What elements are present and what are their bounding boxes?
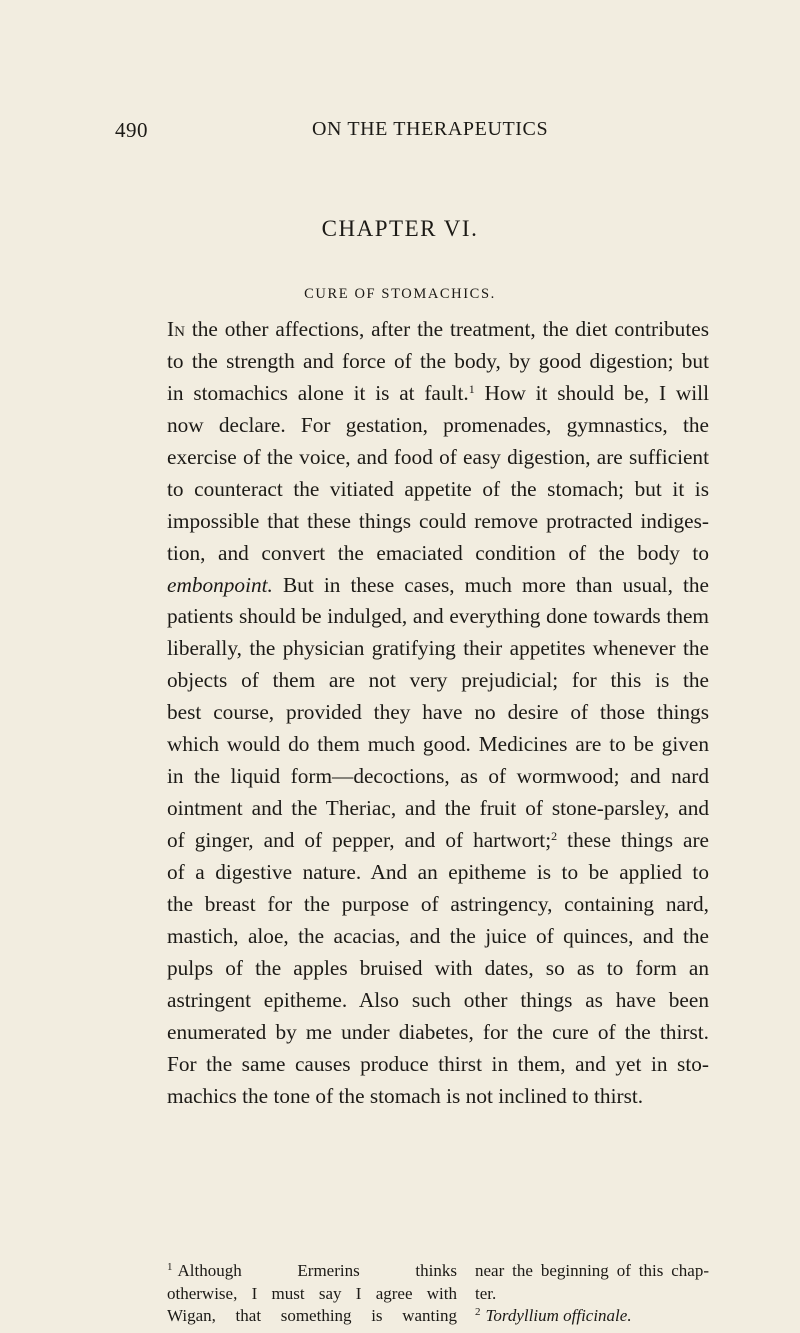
text-line: in stomachics alone it is at fault.$^1$ How it should be, I will [167,380,709,405]
running-title: ON THE THERAPEUTICS [312,118,549,140]
text-line: astringent epitheme. Also such other things as have been [167,987,709,1012]
text-line: objects of them are not very prejudicial; for this is the [167,668,709,693]
text-line: which would do them much good. Medicines are to be given [167,732,709,757]
text-line: exercise of the voice, and food of easy digestion, are sufficient [167,444,709,469]
text-line: ointment and the Theriac, and the fruit of stone-parsley, and [167,796,709,821]
text-line: tion, and convert the emaciated condition of the body to [167,540,709,565]
text-line: to counteract the vitiated appetite of the stomach; but it is [167,476,709,501]
footnote-1 [167,1260,457,1328]
text-line: of ginger, and of pepper, and of hartwort;$^2$ these things are [167,828,709,852]
footnote-text: Tordyllium officinale. [485,1306,632,1325]
text-line: liberally, the physician gratifying their appetites whenever the [167,636,709,661]
section-title: CURE OF STOMACHICS. [304,286,496,302]
footnote-ref[interactable]: 1 [468,381,475,396]
footnote-marker: 1 [167,1261,173,1273]
text-line: pulps of the apples bruised with dates, so as to form an [167,955,709,980]
text-line: In the other affections, after the treatment, the diet contributes [167,317,709,341]
text-line: to the strength and force of the body, by good digestion; but [167,348,709,373]
text-line: in the liquid form—decoctions, as of wormwood; and nard [167,764,709,789]
footnote-line: Wigan, that something is wanting [167,1306,457,1325]
footnote-2 [475,1305,709,1328]
drop-word: In [167,317,185,341]
footnote-ref[interactable]: 2 [551,829,558,843]
footnote-column-right [475,1260,709,1328]
text-line: impossible that these things could remove protracted indiges- [167,508,709,533]
running-header [115,118,715,148]
text-line: For the same causes produce thirst in them, and yet in sto- [167,1051,709,1076]
text-line: of a digestive nature. And an epitheme is to be applied to [167,859,709,884]
text-line: now declare. For gestation, promenades, gymnastics, the [167,412,709,437]
body-text [167,314,709,1112]
footnote-line: ter. [475,1283,497,1303]
text-line: best course, provided they have no desire of those things [167,700,709,725]
footnote-line: otherwise, I must say I agree with [167,1283,457,1303]
text-line: machics the tone of the stomach is not inclined to thirst. [167,1083,644,1108]
text-line: the breast for the purpose of astringency, containing nard, [167,891,709,916]
footnote-marker: 2 [475,1306,481,1318]
italic-term: embonpoint. [167,572,273,597]
footnote-line: $^1$ Although Ermerins thinks [167,1261,457,1280]
text-line: enumerated by me under diabetes, for the cure of the thirst. [167,1019,709,1044]
page-number: 490 [115,118,148,142]
chapter-title: CHAPTER VI. [321,216,479,241]
text-line: embonpoint. But in these cases, much more than usual, the [167,572,709,597]
text-line: mastich, aloe, the acacias, and the juice of quinces, and the [167,923,709,948]
text-line: patients should be indulged, and everything done towards them [167,604,709,629]
footnote-line: near the beginning of this chap- [475,1261,709,1280]
